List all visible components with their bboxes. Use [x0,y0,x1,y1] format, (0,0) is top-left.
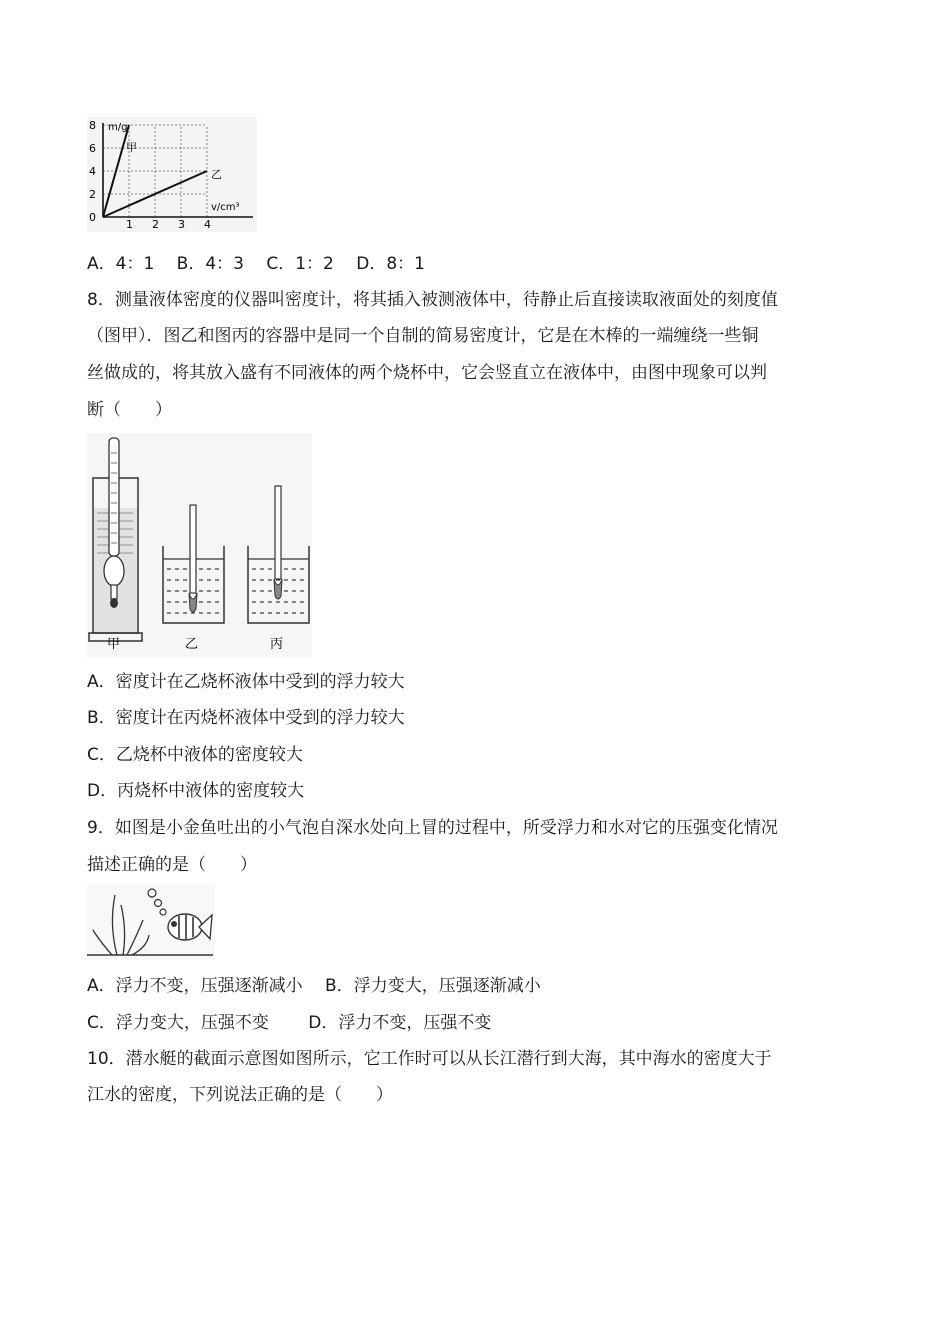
mass-volume-chart [87,117,257,232]
q9-options-line-2: C．浮力变大，压强不变 D．浮力不变，压强不变 [87,1013,492,1033]
x-axis-label: v/cm³ [211,202,240,213]
figure-label-yi: 乙 [185,637,199,652]
q8-stem-line-2: （图甲）．图乙和图丙的容器中是同一个自制的简易密度计，它是在木棒的一端缠绕一些铜 [87,326,759,346]
q8-stem-line-3: 丝做成的，将其放入盛有不同液体的两个烧杯中，它会竖直立在液体中，由图中现象可以判 [87,363,767,383]
y-tick-label: 4 [89,165,96,178]
y-tick-label: 2 [89,188,96,201]
x-tick-label: 3 [178,218,185,231]
figure-label-jia: 甲 [107,637,121,652]
q8-option-c: C．乙烧杯中液体的密度较大 [87,745,303,765]
series-label-yi: 乙 [211,168,222,181]
y-tick-label: 0 [89,211,96,224]
x-tick-label: 4 [204,218,211,231]
q10-stem-line-2: 江水的密度，下列说法正确的是（ ） [87,1085,393,1105]
y-axis-label: m/g [108,122,128,133]
q10-stem-line-1: 10．潜水艇的截面示意图如图所示，它工作时可以从长江潜行到大海，其中海水的密度大于 [87,1049,772,1069]
y-tick-label: 6 [89,142,96,155]
series-label-jia: 甲 [126,141,137,154]
q8-stem-line-4: 断（ ） [87,400,172,420]
q8-option-a: A．密度计在乙烧杯液体中受到的浮力较大 [87,672,405,692]
q9-options-line-1: A．浮力不变，压强逐渐减小 B．浮力变大，压强逐渐减小 [87,976,541,996]
q8-option-b: B．密度计在丙烧杯液体中受到的浮力较大 [87,708,405,728]
goldfish-bubble-figure [87,885,215,960]
y-tick-label: 8 [89,119,96,132]
q8-option-d: D．丙烧杯中液体的密度较大 [87,781,305,801]
q8-stem-line-1: 8．测量液体密度的仪器叫密度计，将其插入被测液体中，待静止后直接读取液面处的刻度值 [87,290,778,310]
x-tick-label: 2 [152,218,159,231]
q9-stem-line-1: 9．如图是小金鱼吐出的小气泡自深水处向上冒的过程中，所受浮力和水对它的压强变化情况 [87,818,778,838]
q7-options: A．4：1 B．4：3 C．1：2 D．8：1 [87,254,425,274]
figure-label-bing: 丙 [270,637,284,652]
q9-stem-line-2: 描述正确的是（ ） [87,855,257,875]
hydrometer-figure [87,433,312,657]
x-tick-label: 1 [126,218,133,231]
